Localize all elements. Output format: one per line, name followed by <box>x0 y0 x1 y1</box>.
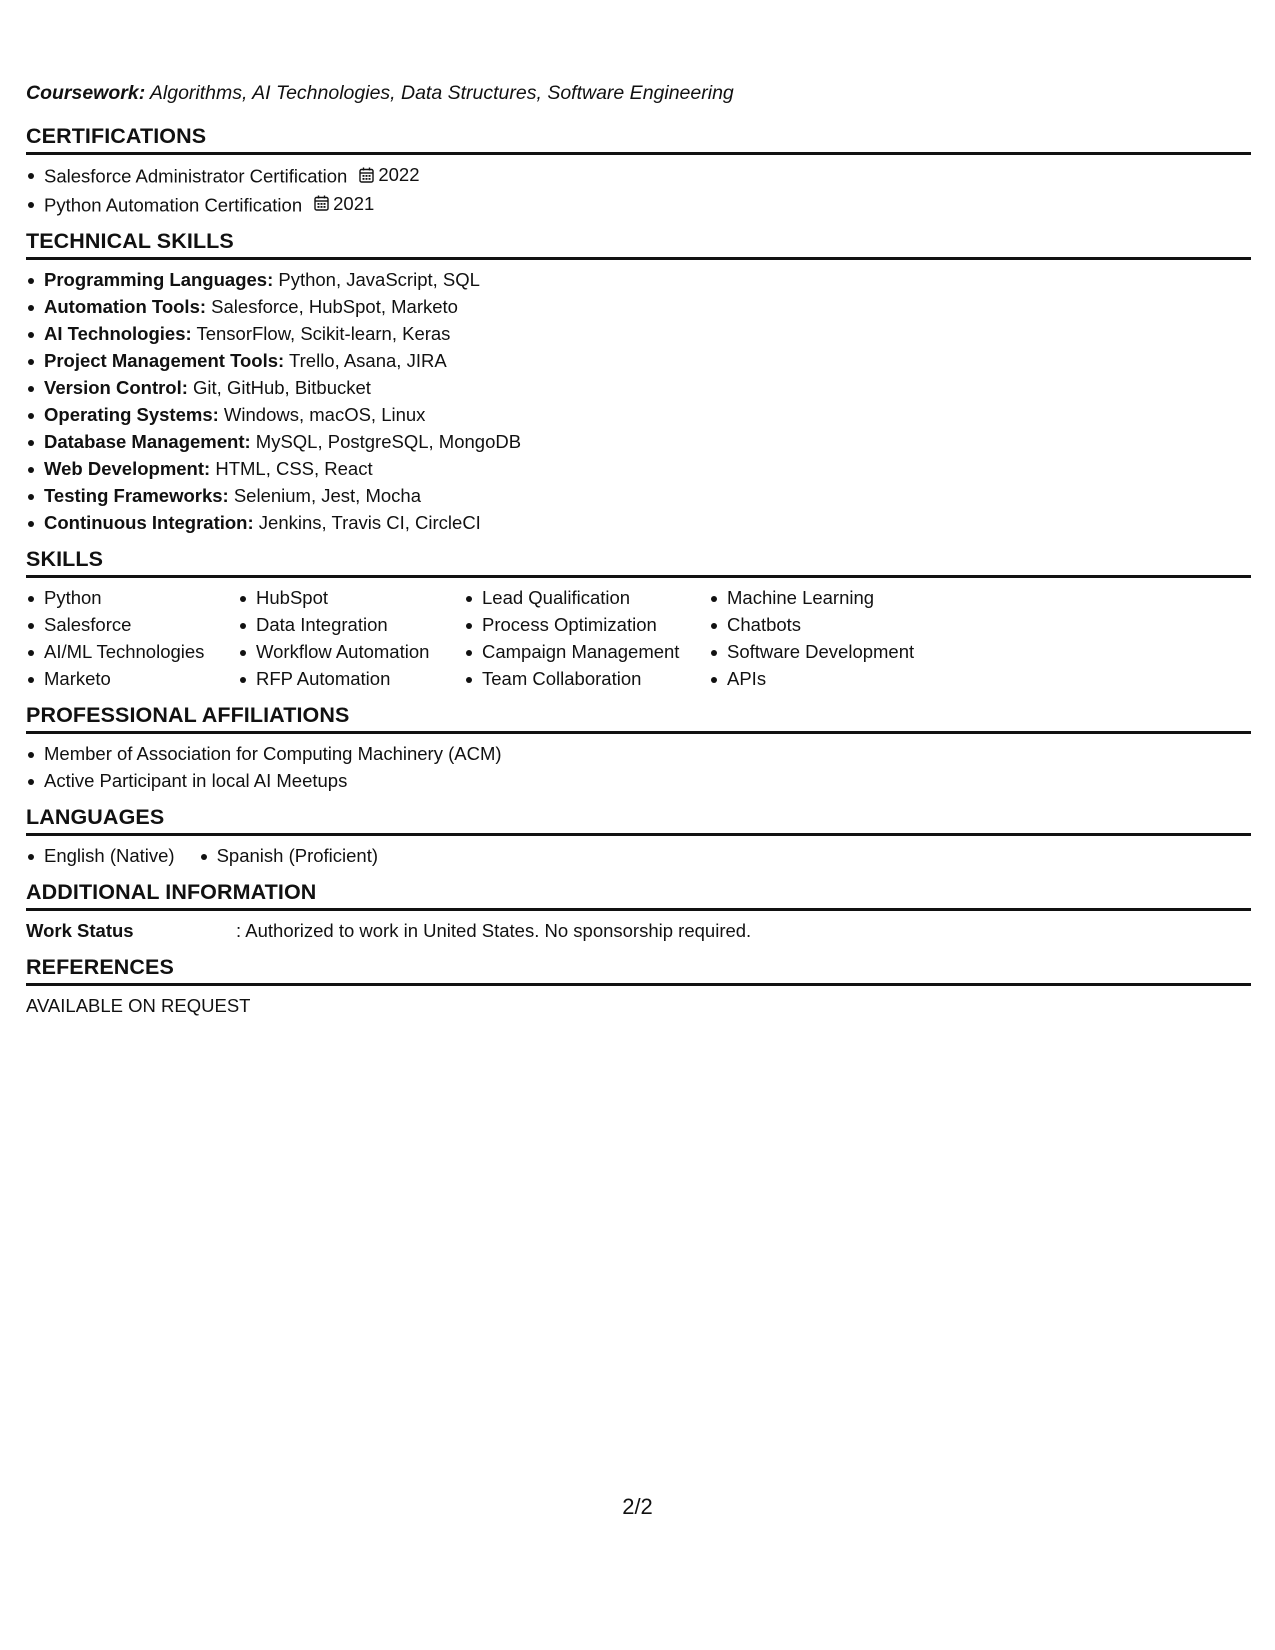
list-item: Chatbots <box>709 611 969 638</box>
references-section <box>26 954 1251 1019</box>
list-item: Process Optimization <box>464 611 709 638</box>
skills-column <box>464 584 709 692</box>
additional-info-section <box>26 879 1251 944</box>
affiliations-list <box>26 740 1251 794</box>
skills-column <box>26 584 238 692</box>
certification-name: Salesforce Administrator Certification <box>44 165 348 187</box>
list-item: AI/ML Technologies <box>26 638 238 665</box>
list-item <box>26 347 1251 374</box>
section-title: LANGUAGES <box>26 804 1251 836</box>
section-title: TECHNICAL SKILLS <box>26 228 1251 260</box>
languages-list <box>26 842 1251 869</box>
coursework-line <box>26 80 1251 106</box>
list-item: Active Participant in local AI Meetups <box>26 767 1251 794</box>
certification-year: 2022 <box>378 164 420 185</box>
list-item <box>26 455 1251 482</box>
list-item <box>26 266 1251 293</box>
list-item <box>26 428 1251 455</box>
skill-label: Testing Frameworks: <box>44 485 229 506</box>
calendar-icon <box>314 195 329 211</box>
languages-section <box>26 804 1251 869</box>
skill-value: Selenium, Jest, Mocha <box>233 485 421 506</box>
section-title: REFERENCES <box>26 954 1251 986</box>
skills-section <box>26 546 1251 692</box>
list-item <box>26 509 1251 536</box>
list-item: HubSpot <box>238 584 464 611</box>
technical-skills-list <box>26 266 1251 536</box>
list-item: Salesforce <box>26 611 238 638</box>
work-status-row <box>26 917 1251 944</box>
list-item <box>26 161 1251 190</box>
list-item: Spanish (Proficient) <box>199 842 378 869</box>
skill-value: Salesforce, HubSpot, Marketo <box>211 296 458 317</box>
work-status-label: Work Status <box>26 920 134 941</box>
page-number: 2/2 <box>622 1494 653 1519</box>
list-item: Marketo <box>26 665 238 692</box>
skill-label: Programming Languages: <box>44 269 274 290</box>
skill-value: Python, JavaScript, SQL <box>278 269 480 290</box>
list-item <box>26 320 1251 347</box>
skill-label: Version Control: <box>44 377 188 398</box>
references-text: AVAILABLE ON REQUEST <box>26 995 251 1016</box>
skill-value: Jenkins, Travis CI, CircleCI <box>258 512 481 533</box>
technical-skills-section <box>26 228 1251 536</box>
work-status-value: : Authorized to work in United States. No sponsorship required. <box>236 920 752 941</box>
section-title: ADDITIONAL INFORMATION <box>26 879 1251 911</box>
certifications-list <box>26 161 1251 218</box>
skill-value: MySQL, PostgreSQL, MongoDB <box>255 431 522 452</box>
list-item: Python <box>26 584 238 611</box>
coursework-label: Coursework: <box>26 82 146 104</box>
section-title: CERTIFICATIONS <box>26 123 1251 155</box>
list-item: RFP Automation <box>238 665 464 692</box>
section-title: SKILLS <box>26 546 1251 578</box>
certification-year: 2021 <box>333 192 375 214</box>
list-item: English (Native) <box>26 842 175 869</box>
skills-column <box>709 584 969 692</box>
skill-value: Windows, macOS, Linux <box>223 404 426 425</box>
skill-label: Automation Tools: <box>44 296 207 317</box>
list-item: Lead Qualification <box>464 584 709 611</box>
skill-label: Database Management: <box>44 431 251 452</box>
list-item: Campaign Management <box>464 638 709 665</box>
skills-grid <box>26 584 1251 692</box>
list-item <box>26 293 1251 320</box>
list-item: Software Development <box>709 638 969 665</box>
list-item: APIs <box>709 665 969 692</box>
skill-label: Project Management Tools: <box>44 350 285 371</box>
skills-column <box>238 584 464 692</box>
skill-label: Operating Systems: <box>44 404 219 425</box>
section-title: PROFESSIONAL AFFILIATIONS <box>26 702 1251 734</box>
resume-page <box>26 80 1251 1029</box>
list-item: Member of Association for Computing Machinery (ACM) <box>26 740 1251 767</box>
skill-value: TensorFlow, Scikit-learn, Keras <box>196 323 451 344</box>
skill-value: Git, GitHub, Bitbucket <box>193 377 371 398</box>
certification-name: Python Automation Certification <box>44 194 303 215</box>
list-item: Team Collaboration <box>464 665 709 692</box>
skill-value: Trello, Asana, JIRA <box>289 350 447 371</box>
skill-label: Continuous Integration: <box>44 512 254 533</box>
list-item <box>26 401 1251 428</box>
list-item: Machine Learning <box>709 584 969 611</box>
list-item: Data Integration <box>238 611 464 638</box>
affiliations-section <box>26 702 1251 794</box>
certifications-section <box>26 123 1251 218</box>
list-item <box>26 190 1251 219</box>
list-item <box>26 482 1251 509</box>
calendar-icon <box>359 167 374 183</box>
coursework-text: Algorithms, AI Technologies, Data Structures, Software Engineering <box>149 82 734 104</box>
list-item <box>26 374 1251 401</box>
skill-label: AI Technologies: <box>44 323 192 344</box>
skill-value: HTML, CSS, React <box>215 458 373 479</box>
skill-label: Web Development: <box>44 458 211 479</box>
list-item: Workflow Automation <box>238 638 464 665</box>
